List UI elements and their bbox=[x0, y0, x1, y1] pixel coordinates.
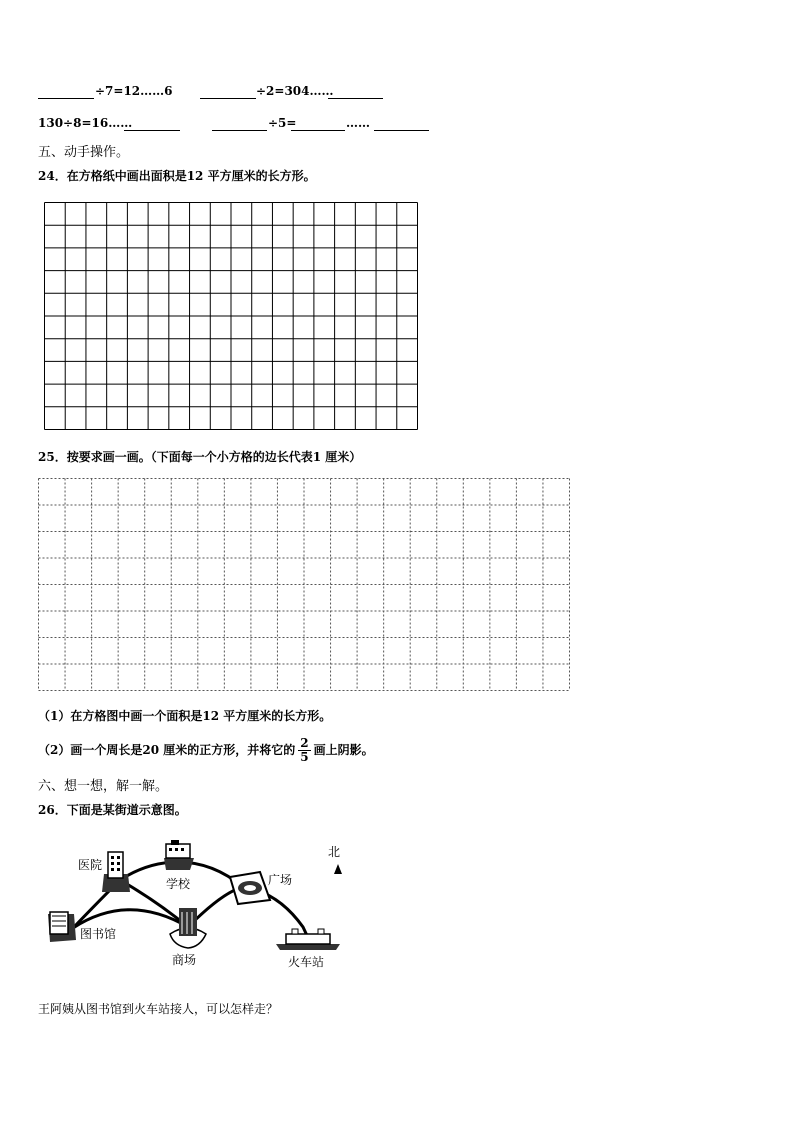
question-26-question: 王阿姨从图书馆到火车站接人，可以怎样走？ bbox=[38, 1002, 279, 1016]
school-label: 学校 bbox=[166, 877, 191, 891]
fraction-denominator: 5 bbox=[300, 750, 309, 764]
answer-blank[interactable] bbox=[328, 86, 383, 102]
question-25-text: 25．按要求画一画。（下面每一个小方格的边长代表1 厘米） bbox=[38, 450, 362, 464]
question-26-text: 26．下面是某街道示意图。 bbox=[38, 803, 187, 817]
q24-grid[interactable] bbox=[44, 202, 418, 430]
exercise-expression: 130÷8=16…… bbox=[38, 116, 133, 130]
answer-blank[interactable] bbox=[200, 86, 256, 102]
separator: …… bbox=[346, 116, 370, 130]
fraction-numerator: 2 bbox=[300, 736, 309, 750]
answer-blank[interactable] bbox=[38, 86, 94, 102]
answer-blank[interactable] bbox=[374, 118, 429, 134]
q25-grid[interactable] bbox=[38, 478, 570, 691]
exercise-expression: ÷5= bbox=[268, 116, 297, 130]
mall-label: 商场 bbox=[172, 953, 197, 967]
exercise-expression: ÷7=12……6 bbox=[95, 84, 173, 98]
square-icon bbox=[230, 872, 270, 904]
station-icon bbox=[276, 929, 340, 950]
section-6-title: 六、想一想，解一解。 bbox=[38, 779, 169, 794]
part-2-text-after: 画上阴影。 bbox=[313, 743, 374, 757]
exercise-expression: ÷2=304…… bbox=[256, 84, 334, 98]
fraction bbox=[298, 737, 310, 764]
library-icon bbox=[48, 912, 76, 942]
part-2-text-before: （2）画一个周长是20 厘米的正方形，并将它的 bbox=[38, 743, 296, 757]
answer-blank[interactable] bbox=[124, 118, 180, 134]
north-label: 北 bbox=[328, 845, 341, 859]
answer-blank[interactable] bbox=[212, 118, 267, 134]
question-25-part-2 bbox=[38, 737, 374, 764]
station-label: 火车站 bbox=[288, 955, 325, 969]
square-label: 广场 bbox=[268, 873, 293, 887]
north-arrow-icon bbox=[334, 864, 342, 874]
question-25-part-1: （1）在方格图中画一个面积是12 平方厘米的长方形。 bbox=[38, 709, 332, 723]
library-label: 图书馆 bbox=[80, 927, 117, 941]
street-map bbox=[38, 832, 368, 982]
question-24-text: 24．在方格纸中画出面积是12 平方厘米的长方形。 bbox=[38, 169, 316, 183]
answer-blank[interactable] bbox=[291, 118, 345, 134]
section-5-title: 五、动手操作。 bbox=[38, 145, 130, 160]
school-icon bbox=[164, 840, 194, 870]
hospital-icon bbox=[102, 852, 130, 892]
hospital-label: 医院 bbox=[78, 858, 103, 872]
